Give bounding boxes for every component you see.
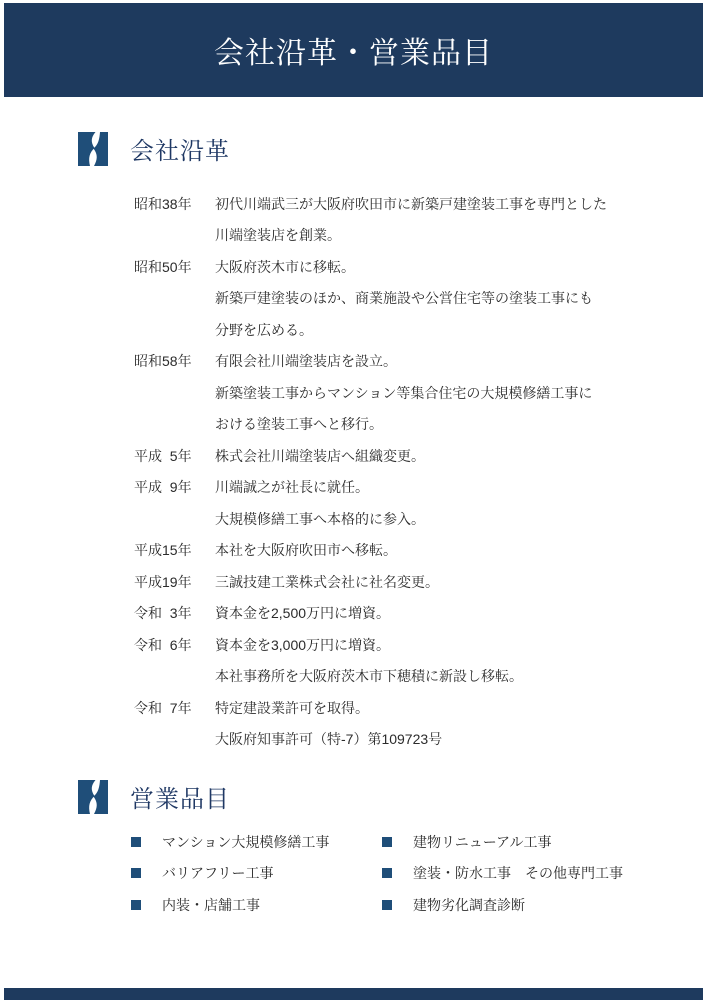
business-item-label: マンション大規模修繕工事	[162, 833, 330, 850]
history-year: 令和 3年	[134, 605, 192, 622]
history-row	[0, 598, 707, 630]
history-year: 平成 5年	[134, 447, 192, 464]
history-text: 川端塗装店を創業。	[215, 227, 341, 244]
business-item	[131, 863, 382, 883]
history-row	[0, 503, 707, 535]
history-text: 本社事務所を大阪府茨木市下穂積に新設し移転。	[215, 668, 523, 685]
s-mark-logo-icon	[78, 780, 108, 814]
history-year: 昭和50年	[134, 258, 192, 275]
history-year: 昭和58年	[134, 353, 192, 370]
history-text: 新築戸建塗装のほか、商業施設や公営住宅等の塗装工事にも	[215, 290, 593, 307]
business-item-label: 建物劣化調査診断	[413, 896, 525, 913]
business-item	[131, 832, 382, 852]
history-year: 令和 6年	[134, 636, 192, 653]
history-section-header	[78, 131, 230, 166]
history-section-title: 会社沿革	[130, 138, 230, 165]
history-year: 平成19年	[134, 573, 192, 590]
business-item-label: 内装・店舗工事	[162, 896, 260, 913]
square-bullet-icon	[131, 868, 141, 878]
history-row	[0, 535, 707, 567]
history-year: 平成 9年	[134, 479, 192, 496]
history-text: 有限会社川端塗装店を設立。	[215, 353, 397, 370]
history-list	[0, 188, 707, 755]
business-item	[131, 895, 382, 915]
history-row	[0, 440, 707, 472]
business-items-list	[131, 826, 691, 921]
history-text: 本社を大阪府吹田市へ移転。	[215, 542, 397, 559]
history-year: 昭和38年	[134, 195, 192, 212]
square-bullet-icon	[382, 900, 392, 910]
history-row	[0, 409, 707, 441]
business-item-label: 建物リニューアル工事	[413, 833, 552, 850]
history-text: 分野を広める。	[215, 321, 313, 338]
history-text: 資本金を3,000万円に増資。	[215, 636, 391, 653]
s-mark-logo-icon	[78, 132, 108, 166]
history-row	[0, 346, 707, 378]
history-row	[0, 472, 707, 504]
business-item	[382, 895, 691, 915]
history-row	[0, 692, 707, 724]
history-row	[0, 661, 707, 693]
history-row	[0, 314, 707, 346]
page-header-band	[4, 3, 703, 97]
history-text: 大規模修繕工事へ本格的に参入。	[215, 510, 425, 527]
square-bullet-icon	[382, 837, 392, 847]
history-row	[0, 220, 707, 252]
business-items-row	[131, 858, 691, 890]
history-row	[0, 188, 707, 220]
history-row	[0, 566, 707, 598]
business-item	[382, 832, 691, 852]
history-text: 株式会社川端塗装店へ組織変更。	[215, 447, 425, 464]
history-text: 大阪府茨木市に移転。	[215, 258, 355, 275]
history-row	[0, 251, 707, 283]
history-year: 平成15年	[134, 542, 192, 559]
history-text: 資本金を2,500万円に増資。	[215, 605, 391, 622]
square-bullet-icon	[382, 868, 392, 878]
business-section-header	[78, 779, 230, 814]
history-row	[0, 724, 707, 756]
page-footer-band	[4, 988, 703, 1000]
square-bullet-icon	[131, 837, 141, 847]
history-text: 特定建設業許可を取得。	[215, 699, 369, 716]
history-text: 新築塗装工事からマンション等集合住宅の大規模修繕工事に	[215, 384, 593, 401]
business-items-row	[131, 889, 691, 921]
history-text: 三誠技建工業株式会社に社名変更。	[215, 573, 439, 590]
business-item-label: 塗装・防水工事 その他専門工事	[413, 865, 623, 882]
page-title: 会社沿革・営業品目	[214, 37, 493, 70]
history-text: 川端誠之が社長に就任。	[215, 479, 369, 496]
history-text: 初代川端武三が大阪府吹田市に新築戸建塗装工事を専門とした	[215, 195, 607, 212]
business-item	[382, 863, 691, 883]
history-row	[0, 283, 707, 315]
history-row	[0, 629, 707, 661]
history-year: 令和 7年	[134, 699, 192, 716]
business-section-title: 営業品目	[130, 786, 230, 813]
history-row	[0, 377, 707, 409]
business-items-row	[131, 826, 691, 858]
business-item-label: バリアフリー工事	[162, 865, 274, 882]
history-text: 大阪府知事許可（特-7）第109723号	[215, 731, 443, 748]
square-bullet-icon	[131, 900, 141, 910]
history-text: おける塗装工事へと移行。	[215, 416, 383, 433]
